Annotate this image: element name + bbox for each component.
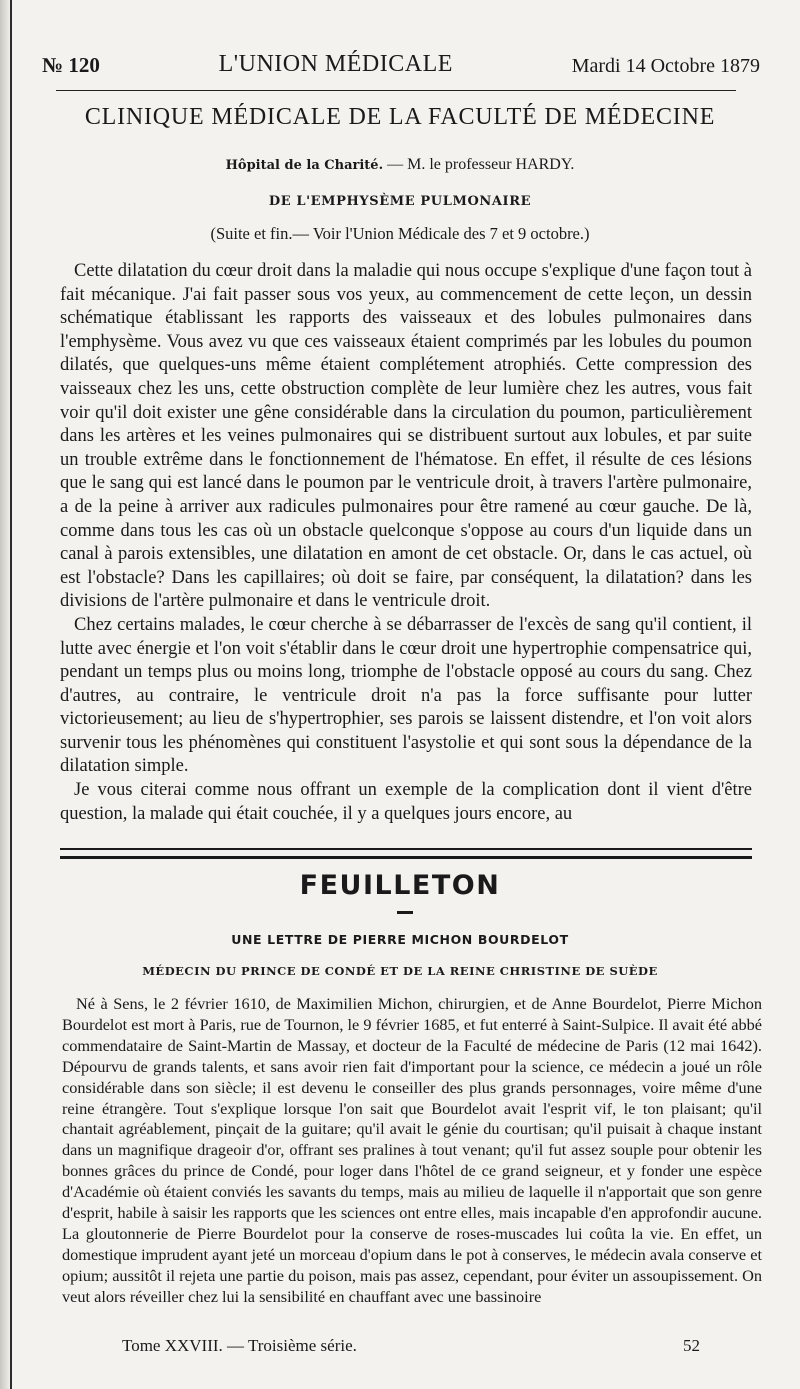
continuation-note: (Suite et fin.— Voir l'Union Médicale des 7 et 9 octobre.)	[210, 224, 590, 243]
article-paragraph: Chez certains malades, le cœur cherche à se débarrasser de l'excès de sang qu'il contient, il lutte avec énergie et l'on voit s'établir dans le cœur droit une hypertrophie compensatrice qui, pendant un temps plus ou moins long, triomphe de l'obstacle opposé au cours du sang. Chez d'autres, au contraire, le ventricule droit n'a pas la force suffisante pour lutter victorieusement; au lieu de s'hypertrophier, ses parois se laissent distendre, et l'on voit alors survenir tous les phénomènes qui constituent l'asystolie et qui sont sous la dépendance de la dilatation simple.	[60, 614, 752, 777]
page-number: 52	[683, 1336, 700, 1355]
feuilleton-body	[62, 994, 762, 1308]
heading-dash	[397, 911, 413, 914]
feuilleton-heading: FEUILLETON	[299, 870, 501, 901]
article-body	[60, 260, 752, 826]
feuilleton-separator	[60, 848, 752, 859]
article-paragraph: Cette dilatation du cœur droit dans la maladie qui nous occupe s'explique d'une façon tout à fait mécanique. J'ai fait passer sous vos yeux, au commencement de cette leçon, un dessin schématique établissant les rapports des vaisseaux et des lobules pulmonaires dans l'emphysème. Vous avez vu que ces vaisseaux étaient comprimés par les lobules du poumon dilatés, que quelques-uns même étaient complétement atrophiés. Cette compression des vaisseaux chez les uns, cette obstruction complète de leur lumière chez les autres, vous fait voir qu'il doit exister une gêne considérable dans la circulation du poumon, particulièrement dans les artères et les veines pulmonaires qui se distribuent surtout aux lobules, et par suite un trouble extrême dans le fonctionnement de l'hématose. En effet, il résulte de ces lésions que le sang qui est lancé dans le poumon par le ventricule droit, à travers l'artère pulmonaire, a de la peine à arriver aux radicules pulmonaires pour être ramené au cœur gauche. De là, comme dans tous les cas où un obstacle quelconque s'oppose au cours d'un liquide dans un canal à parois extensibles, une dilatation en amont de cet obstacle. Or, dans le cas actuel, où est l'obstacle? Dans les capillaires; où doit se faire, par conséquent, la dilatation? dans les divisions de l'artère pulmonaire et dans le ventricule droit.	[60, 261, 752, 612]
hospital-name: Hôpital de la Charité.	[225, 158, 384, 173]
header-rule	[56, 90, 736, 91]
page-spine	[0, 0, 10, 1389]
article-paragraph: Je vous citerai comme nous offrant un exemple de la complication dont il vient d'être question, la malade qui était couchée, il y a quelques jours encore, au	[60, 780, 752, 824]
section-title: CLINIQUE MÉDICALE DE LA FACULTÉ DE MÉDECINE	[84, 104, 716, 130]
letter-subtitle: MÉDECIN DU PRINCE DE CONDÉ ET DE LA REINE CHRISTINE DE SUÈDE	[142, 964, 658, 978]
page-header	[42, 44, 760, 78]
journal-title: L'UNION MÉDICALE	[218, 51, 453, 77]
feuilleton-paragraph: Né à Sens, le 2 février 1610, de Maximilien Michon, chirurgien, et de Anne Bourdelot, Pierre Michon Bourdelot est mort à Paris, rue de Tournon, le 9 février 1685, et fut enterré à Saint-Sulpice. Il avait été abbé commendataire de Saint-Martin de Massay, et docteur de la Faculté de médecine de Paris (12 mai 1642). Dépourvu de grands talents, et sans avoir rien fait d'important pour la science, ce médecin a joué un rôle considérable dans son siècle; il est devenu le conseiller des plus grands personnages, voire même d'une reine étrangère. Tout s'explique lorsque l'on sait que Bourdelot avait l'esprit vif, le ton plaisant; qu'il chantait agréablement, pinçait de la guitare; qu'il avait le génie du courtisan; qu'il puisait à chaque instant dans un magnifique drageoir d'or, offrant ses pralines à tout venant; qu'il fut assez souple pour obtenir les bonnes grâces du prince de Condé, pour loger dans l'hôtel de ce grand seigneur, et y fonder une espèce d'Académie où étaient conviés les savants du temps, mais au milieu de laquelle il n'apportait que son genre d'esprit, habile à saisir les rapports que les sciences ont entre elles, mais incapable d'en approfondir aucune. La gloutonnerie de Pierre Bourdelot pour la conserve de roses-muscades lui coûta la vie. En effet, un domestique imprudent ayant jeté un morceau d'opium dans le pot à conserves, le médecin avala conserve et opium; aussitôt il rejeta une partie du poison, mais pas assez, cependant, pour éviter un assoupissement. On veut alors réveiller chez lui la sensibilité en chauffant avec une bassinoire	[62, 994, 762, 1306]
professor-name: — M. le professeur HARDY.	[383, 156, 575, 173]
page-footer	[122, 1336, 700, 1356]
issue-number: № 120	[42, 53, 100, 77]
volume-info: Tome XXVIII. — Troisième série.	[122, 1336, 357, 1355]
hospital-line	[40, 156, 760, 174]
letter-title: UNE LETTRE DE PIERRE MICHON BOURDELOT	[231, 932, 569, 947]
issue-date: Mardi 14 Octobre 1879	[571, 55, 760, 77]
lecture-subject: DE L'EMPHYSÈME PULMONAIRE	[268, 194, 532, 209]
